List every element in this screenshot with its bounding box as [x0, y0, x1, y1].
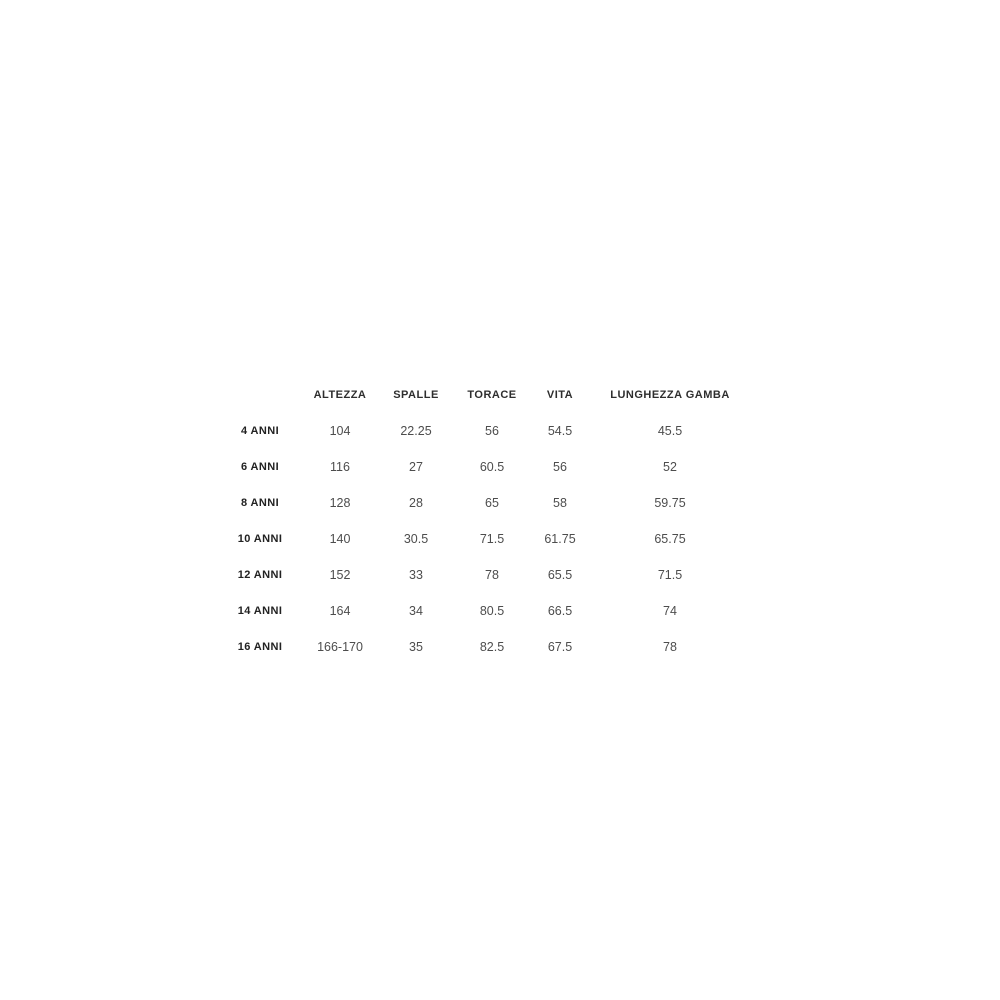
cell-value: 33 [409, 568, 423, 582]
cell-value: 60.5 [479, 460, 505, 474]
row-label-6-anni: 6 ANNI [240, 461, 280, 473]
cell-value: 35 [409, 640, 423, 654]
cell-value: 65 [485, 496, 499, 510]
column-header-altezza: ALTEZZA [313, 389, 367, 401]
cell-value: 74 [663, 604, 677, 618]
cell-value: 34 [409, 604, 423, 618]
row-label-4-anni: 4 ANNI [240, 425, 280, 437]
cell-value: 27 [409, 460, 423, 474]
column-header-lunghezza-gamba: LUNGHEZZA GAMBA [610, 389, 730, 401]
cell-value: 56 [553, 460, 567, 474]
table-row [222, 593, 754, 629]
cell-value: 65.5 [547, 568, 573, 582]
cell-value: 128 [329, 496, 351, 510]
cell-value: 78 [485, 568, 499, 582]
cell-value: 67.5 [547, 640, 573, 654]
cell-value: 59.75 [654, 496, 686, 510]
cell-value: 80.5 [479, 604, 505, 618]
cell-value: 65.75 [654, 532, 686, 546]
cell-value: 116 [330, 460, 350, 474]
row-label-16-anni: 16 ANNI [237, 641, 283, 653]
table-row [222, 521, 754, 557]
table-row [222, 557, 754, 593]
cell-value: 54.5 [547, 424, 573, 438]
cell-value: 66.5 [547, 604, 573, 618]
table-row [222, 485, 754, 521]
cell-value: 140 [329, 532, 351, 546]
cell-value: 58 [553, 496, 567, 510]
cell-value: 56 [485, 424, 499, 438]
cell-value: 104 [329, 424, 351, 438]
cell-value: 166-170 [317, 640, 363, 654]
cell-value: 52 [663, 460, 677, 474]
row-label-14-anni: 14 ANNI [237, 605, 283, 617]
cell-value: 61.75 [544, 532, 576, 546]
cell-value: 28 [409, 496, 423, 510]
cell-value: 71.5 [479, 532, 505, 546]
column-header-empty [222, 377, 298, 413]
table-header-row [222, 377, 754, 413]
row-label-8-anni: 8 ANNI [240, 497, 280, 509]
cell-value: 30.5 [403, 532, 429, 546]
column-header-vita: VITA [546, 389, 574, 401]
cell-value: 82.5 [479, 640, 505, 654]
table-row [222, 413, 754, 449]
row-label-10-anni: 10 ANNI [237, 533, 283, 545]
size-chart-table [222, 377, 754, 665]
cell-value: 22.25 [400, 424, 432, 438]
cell-value: 45.5 [657, 424, 683, 438]
table-row [222, 629, 754, 665]
cell-value: 71.5 [657, 568, 683, 582]
cell-value: 164 [329, 604, 351, 618]
column-header-torace: TORACE [467, 389, 517, 401]
column-header-spalle: SPALLE [393, 389, 439, 401]
cell-value: 78 [663, 640, 677, 654]
row-label-12-anni: 12 ANNI [237, 569, 283, 581]
table-row [222, 449, 754, 485]
cell-value: 152 [329, 568, 351, 582]
